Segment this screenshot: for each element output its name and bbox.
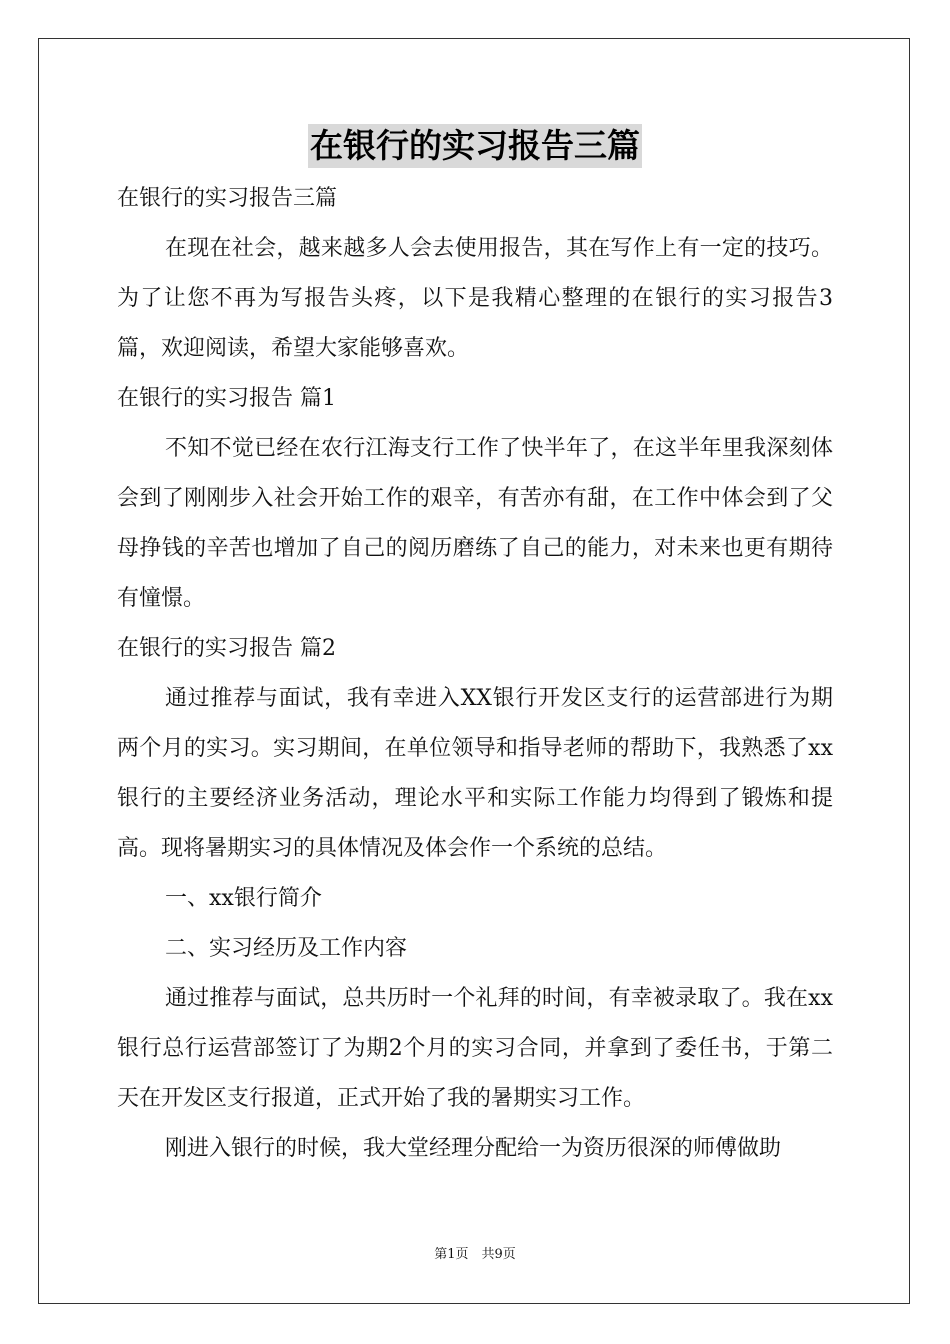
paragraph: 二、实习经历及工作内容 bbox=[165, 936, 408, 961]
paragraph: 通过推荐与面试，我有幸进入XX银行开发区支行的运营部进行为期两个月的实习。实习期间，在单位领导和指导老师的帮助下，我熟悉了xx银行的主要经济业务活动，理论水平和实际工作能力均得到了锻炼和提高。现将暑期实习的具体情况及体会作一个系统的总结。 bbox=[117, 686, 833, 861]
section-heading: 在银行的实习报告 篇2 bbox=[117, 636, 336, 661]
paragraph: 在银行的实习报告三篇 bbox=[117, 186, 338, 211]
paragraph: 不知不觉已经在农行江海支行工作了快半年了，在这半年里我深刻体会到了刚刚步入社会开始工作的艰辛，有苦亦有甜，在工作中体会到了父母挣钱的辛苦也增加了自己的阅历磨练了自己的能力，对未来也更有期待有憧憬。 bbox=[117, 436, 833, 611]
document-body bbox=[117, 174, 833, 1174]
paragraph: 一、xx银行简介 bbox=[165, 886, 322, 911]
paragraph: 在现在社会，越来越多人会去使用报告，其在写作上有一定的技巧。为了让您不再为写报告头疼，以下是我精心整理的在银行的实习报告3篇，欢迎阅读，希望大家能够喜欢。 bbox=[117, 236, 833, 361]
page-footer: 第1页 共9页 bbox=[434, 1247, 516, 1262]
document-title-text: 在银行的实习报告三篇 bbox=[308, 124, 642, 168]
document-title bbox=[0, 124, 950, 168]
paragraph: 刚进入银行的时候，我大堂经理分配给一为资历很深的师傅做助 bbox=[165, 1136, 782, 1161]
paragraph: 通过推荐与面试，总共历时一个礼拜的时间，有幸被录取了。我在xx银行总行运营部签订了为期2个月的实习合同，并拿到了委任书，于第二天在开发区支行报道，正式开始了我的暑期实习工作。 bbox=[117, 986, 833, 1111]
section-heading: 在银行的实习报告 篇1 bbox=[117, 386, 336, 411]
